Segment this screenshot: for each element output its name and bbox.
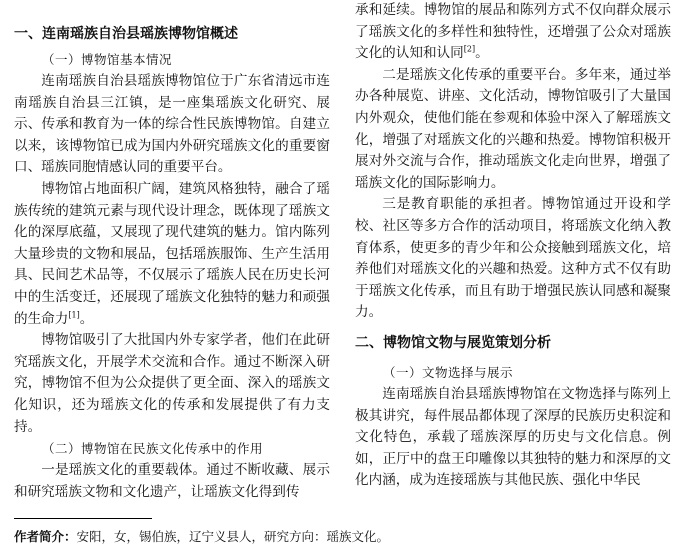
section-title-2: 二、博物馆文物与展览策划分析: [355, 334, 551, 351]
footnote-divider: [14, 518, 152, 519]
subsection-title-1-1: （一）博物馆基本情况: [42, 52, 173, 67]
citation-2: [2]: [463, 44, 476, 54]
author-footnote-text: 安阳，女，锡伯族，辽宁义县人，研究方向：瑶族文化。: [76, 529, 390, 544]
author-footnote-label: 作者简介：: [14, 529, 77, 544]
paragraph-carrier-continued-end: 。: [475, 45, 489, 62]
paragraph-carrier: 一是瑶族文化的重要载体。通过不断收藏、展示和研究瑶族文物和文化遗产，让瑶族文化得到传: [14, 462, 330, 500]
paragraph-scholars: 博物馆吸引了大批国内外专家学者，他们在此研究瑶族文化，开展学术交流和合作。通过不断深入研究，博物馆不但为公众提供了更全面、深入的瑶族文化知识，还为瑶族文化的传承和发展提供了有力支持。: [14, 332, 330, 435]
subsection-title-1-2: （二）博物馆在民族文化传承中的作用: [42, 441, 264, 457]
subsection-title-2-1: （一）文物选择与展示: [383, 364, 514, 380]
section-title-1: 一、连南瑶族自治县瑶族博物馆概述: [14, 26, 238, 42]
paragraph-basic-info: 连南瑶族自治县瑶族博物馆位于广东省清远市连南瑶族自治县三江镇，是一座集瑶族文化研究、展示、传承和教育为一体的综合性民族博物馆。自建立以来，该博物馆已成为国内外研究瑶族文化的重要窗口、瑶族同胞情感认同的重要平台。: [14, 73, 330, 176]
right-column: [355, 0, 671, 492]
citation-1: [1]: [68, 310, 80, 319]
author-footnote: [14, 528, 389, 546]
paragraph-architecture: [14, 179, 330, 330]
paragraph-artifacts: 连南瑶族自治县瑶族博物馆在文物选择与陈列上极其讲究，每件展品都体现了深厚的民族历史积淀和文化特色，承载了瑶族深厚的历史与文化信息。例如，正厅中的盘王印雕像以其独特的魅力和深厚的文化内涵，成为连接瑶族与其他民族、强化中华民: [355, 385, 671, 489]
paragraph-carrier-continued-text: 承和延续。博物馆的展品和陈列方式不仅向群众展示了瑶族文化的多样性和独特性，还增强了公众对瑶族文化的认知和认同: [355, 2, 671, 62]
paragraph-architecture-text: 博物馆占地面积广阔，建筑风格独特，融合了瑶族传统的建筑元素与现代设计理念，既体现了瑶族文化的深厚底蕴，又展现了现代建筑的魅力。馆内陈列大量珍贵的文物和展品，包括瑶族服饰、生产生活用具、民间艺术品等，不仅展示了瑶族人民在历史长河中的生活变迁，还展现了瑶族文化独特的魅力和顽强的生命力: [14, 180, 330, 327]
paragraph-platform: 二是瑶族文化传承的重要平台。多年来，通过举办各种展览、讲座、文化活动，博物馆吸引了大量国内外观众，使他们能在参观和体验中深入了解瑶族文化，增强了对瑶族文化的兴趣和热爱。博物馆积极开展对外交流与合作，推动瑶族文化走向世界，增强了瑶族文化的国际影响力。: [355, 66, 671, 191]
left-column: [14, 0, 330, 503]
paragraph-architecture-end: 。: [79, 310, 94, 327]
paragraph-education: 三是教育职能的承担者。博物馆通过开设和学校、社区等多方合作的活动项目，将瑶族文化纳入教育体系，使更多的青少年和公众接触到瑶族文化，培养他们对瑶族文化的兴趣和热爱。这种方式不仅有助于瑶族文化传承，而且有助于增强民族认同感和凝聚力。: [355, 196, 671, 321]
paragraph-carrier-continued: [355, 0, 671, 65]
